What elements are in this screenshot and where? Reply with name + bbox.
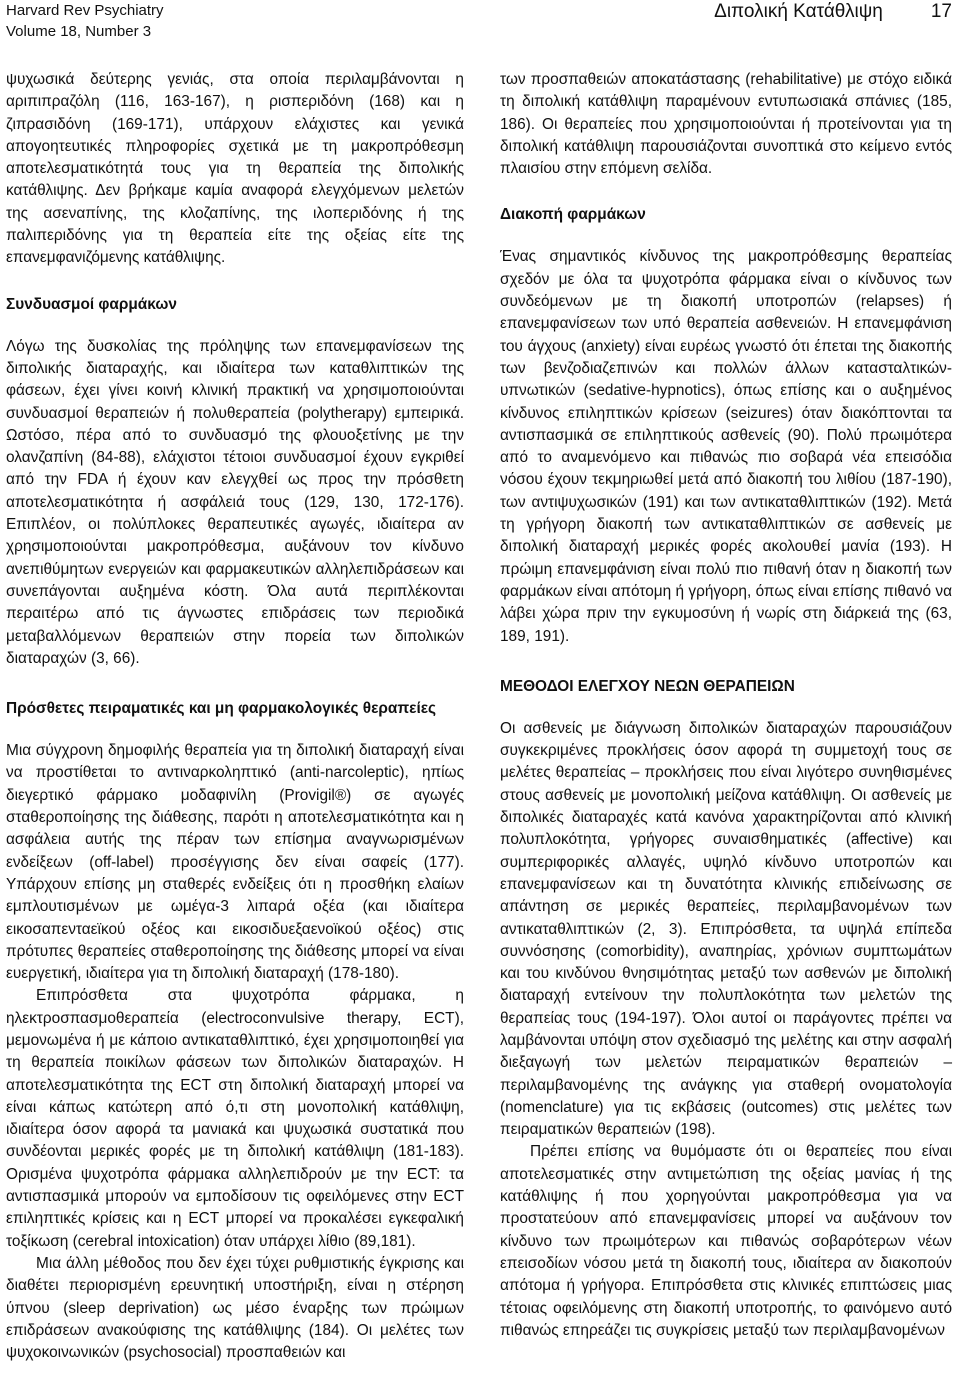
page-header-right [714, 0, 952, 24]
section-heading-discontinuation: Διακοπή φαρμάκων [500, 206, 646, 224]
paragraph: Λόγω της δυσκολίας της πρόληψης των επανεμφανίσεων της διπολικής διαταραχής, και ιδιαίτερα των καταθλιπτικών της φάσεων, έχει γίνει κοινή κλινική πρακτική να χρησιμοποιούνται συνδυασμοί θεραπειών ή πολυθεραπεία (polytherapy) εμπειρικά. Ωστόσο, πέρα από το συνδυασμό της φλουοξετίνης με την ολανζαπίνη (84-88), ελάχιστοι τέτοιοι συνδυασμοί έχουν εγκριθεί από την FDA ή έχουν καν ελεγχθεί ως προς την πρόσθετη αποτελεσματικότητα ή ασφάλειά τους (129, 130, 172-176). Επιπλέον, οι πολύπλοκες θεραπευτικές αγωγές, ιδιαίτερα αν χρησιμοποιούνται μακροπρόθεσμα, αυξάνουν τον κίνδυνο ανεπιθύμητων ενεργειών και φαρμακευτικών αλληλεπιδράσεων και συνεπάγονται αυξημένα κόστη. Όλα αυτά περιπλέκονται περαιτέρω από τις άγνωστες επιδράσεις των περιοδικά μεταβαλλόμενων θεραπειών στην πορεία των διπολικών διαταραχών (3, 66). [6, 337, 464, 667]
paragraph: Ένας σημαντικός κίνδυνος της μακροπρόθεσμης θεραπείας σχεδόν με όλα τα ψυχοτρόπα φάρμακα είναι ο κίνδυνος των συνδεόμενων με τη διακοπή υποτροπών (relapses) ή επανεμφανίσεων των υπό θεραπεία ασθενειών. Η επανεμφάνιση του άγχους (anxiety) είναι ευρέως γνωστό ότι έπεται της διακοπής των βενζοδιαζεπινών και πολλών άλλων κατασταλτικών-υπνωτικών (sedative-hypnotics), όπως επίσης και ο αυξημένος κίνδυνος επιληπτικών κρίσεων (seizures) όταν διακόπτονται τα αντισπασμικά σε επιληπτικούς ασθενείς (90). Πολύ πρωιμότερα από το αναμενόμενο και πιθανώς πιο σοβαρά νέα επεισόδια νόσου έχουν τεκμηριωθεί μετά από διακοπή του λιθίου (187-190), των αντιψυχωσικών (191) και των αντικαταθλιπτικών (192). Μετά τη γρήγορη διακοπή των αντικαταθλιπτικών σε ασθενείς με διπολική διαταραχή μερικές φορές ακολουθεί μανία (193). Η πρώιμη επανεμφάνιση είναι πολύ πιο πιθανή όταν η διακοπή των φαρμάκων είναι απότομη ή γρήγορη, όπως είναι επίσης πιθανό να λάβει χώρα πριν την εγκυμοσύνη ή νωρίς στη διάρκειά της (63, 189, 191). [500, 248, 952, 645]
paragraph: Επιπρόσθετα στα ψυχοτρόπα φάρμακα, η ηλεκτροσπασμοθεραπεία (electroconvulsive therapy, ECT), μεμονωμένα ή με κάποιο αντικαταθλιπτικό, έχει χρησιμοποιηθεί για τη θεραπεία ποικίλων φάσεων των διπολικών διαταραχών. Η αποτελεσματικότητα της ECT στη διπολική διαταραχή μπορεί να είναι κάπως κατώτερη από ό,τι στη μονοπολική κατάθλιψη, ιδιαίτερα όσον αφορά τα μανιακά και ψυχωσικά συστατικά που συνδέονται μερικές φορές με τη διπολική κατάθλιψη (181-183). Ορισμένα ψυχοτρόπα φάρμακα αλληλεπιδρούν με την ECT: τα αντισπασμικά μπορούν να εμποδίσουν τις οφειλόμενες στην ECT επιληπτικές κρίσεις και η ECT μπορεί να προκαλέσει εγκεφαλική τοξίκωση (cerebral intoxication) όταν υπάρχει λίθιο (89,181). [6, 987, 464, 1250]
running-title: Διπολική Κατάθλιψη [714, 1, 883, 22]
volume-info: Volume 18, Number 3 [6, 23, 152, 40]
left-column [6, 69, 464, 1364]
paragraph: Οι ασθενείς με διάγνωση διπολικών διαταραχών παρουσιάζουν συγκεκριμένες προκλήσεις όσον αφορά τη συμμετοχή τους σε μελέτες θεραπείας – προκλήσεις που είναι λιγότερο συνηθισμένες στους ασθενείς με μονοπολική μείζονα κατάθλιψη. Οι ασθενείς με διπολικές διαταραχές κατά κανόνα χαρακτηρίζονται από κλινική πολυπλοκότητα, γρήγορες συναισθηματικές (affective) και συμπεριφορικές αλλαγές, υψηλό κίνδυνο υποτροπών και επανεμφανίσεων και τη δυνατότητα κλινικής επιδείνωσης σε απάντηση σε μερικές θεραπείες, περιλαμβανομένων των αντικαταθλιπτικών (2, 3). Επιπρόσθετα, τα υψηλά επίπεδα συννόσησης (comorbidity), αναπηρίας, χρόνιων συμπτωμάτων και του κινδύνου θνησιμότητας μεταξύ των ασθενών με διπολική διαταραχή εντείνουν την πολυπλοκότητα των μελετών της θεραπείας τους (194-197). Όλοι αυτοί οι παράγοντες πρέπει να λαμβάνονται υπόψη στον σχεδιασμό της μελέτης και στην ασφαλή διεξαγωγή των μελετών πειραματικών θεραπειών – περιλαμβανομένης της ανάγκης για σταθερή ονοματολογία (nomenclature) για τις εκβάσεις (outcomes) στις μελέτες των πειραματικών θεραπειών (198). [500, 719, 952, 1139]
journal-header [6, 0, 164, 42]
section-heading-methods: ΜΕΘΟΔΟΙ ΕΛΕΓΧΟΥ ΝΕΩΝ ΘΕΡΑΠΕΙΩΝ [500, 677, 795, 695]
paragraph: Μια άλλη μέθοδος που δεν έχει τύχει ρυθμιστικής έγκρισης και διαθέτει περιορισμένη ερευνητική υποστήριξη, είναι η στέρηση ύπνου (sleep deprivation) ως μέσο έναρξης των πρώιμων επιδράσεων ανακούφισης της κατάθλιψης (184). Οι μελέτες των ψυχοκοινωνικών (psychosocial) προσπαθειών και [6, 1254, 464, 1362]
journal-name: Harvard Rev Psychiatry [6, 2, 164, 19]
paragraph: των προσπαθειών αποκατάστασης (rehabilitative) με στόχο ειδικά τη διπολική κατάθλιψη παραμένουν εντυπωσιακά σπάνιες (185, 186). Οι θεραπείες που χρησιμοποιούνται ή προτείνονται για τη διπολική κατάθλιψη παρουσιάζονται συνοπτικά στο κείμενο εντός πλαισίου στην επόμενη σελίδα. [500, 71, 952, 178]
right-column [500, 69, 952, 1342]
section-heading-additional-therapies: Πρόσθετες πειραματικές και μη φαρμακολογικές θεραπείες [6, 700, 437, 718]
paragraph: Πρέπει επίσης να θυμόμαστε ότι οι θεραπείες που είναι αποτελεσματικές στην αντιμετώπιση της οξείας μανίας ή της κατάθλιψης ή που χορηγούνται μακροπρόθεσμα για να προστατεύουν από επανεμφανίσεις μπορεί να αυξάνουν τον κίνδυνο των πρωιμότερων και πιθανώς σοβαρότερων νέων επεισοδίων νόσου μετά τη διακοπή τους, ιδιαίτερα αν διακοπούν απότομα ή γρήγορα. Επιπρόσθετα στις κλινικές επιπτώσεις μιας τέτοιας οφειλόμενης στη διακοπή υποτροπής, το φαινόμενο αυτό πιθανώς επηρεάζει τις συγκρίσεις μεταξύ των περιλαμβανομένων [500, 1143, 952, 1339]
paragraph: Μια σύγχρονη δημοφιλής θεραπεία για τη διπολική διαταραχή είναι να προστίθεται το αντιναρκοληπτικό (anti-narcoleptic), ηπίως διεγερτικό φάρμακο μοδαφινίλη (Provigil®) σε αγωγές σταθεροποίησης της διάθεσης, παρότι η αποτελεσματικότητα και η ασφάλεια αυτής της πέραν των επίσημα αναγνωρισμένων ενδείξεων (off-label) προσέγγισης δεν είναι σαφείς (177). Υπάρχουν επίσης μη σταθερές ενδείξεις ότι η προσθήκη ελαίων εμπλουτισμένων με ωμέγα-3 λιπαρά οξέα (και ιδιαίτερα εικοσαπενταεϊκού οξέος και εικοσιδυεξαενοϊκού οξέος) στις πρότυπες θεραπείες σταθεροποίησης της διάθεσης μπορεί να είναι ευεργετική, ιδιαίτερα για τη διπολική διαταραχή (178-180). [6, 742, 464, 983]
page-number: 17 [930, 1, 952, 22]
section-heading-combinations: Συνδυασμοί φαρμάκων [6, 295, 177, 313]
paragraph: ψυχωσικά δεύτερης γενιάς, στα οποία περιλαμβάνονται η αριπιπραζόλη (116, 163-167), η ρισπεριδόνη (168) και η ζιπρασιδόνη (169-171), υπάρχουν ελάχιστες και γενικά απογοητευτικές πληροφορίες σχετικά με τη μακροπρόθεσμη αποτελεσματικότητά τους για τη θεραπεία της διπολικής κατάθλιψης. Δεν βρήκαμε καμία αναφορά ελεγχόμενων μελετών της ασεναπίνης, της κλοζαπίνης, της ιλοπεριδόνης ή της παλιπεριδόνης για τη θεραπεία είτε της οξείας είτε της επανεμφανιζόμενης κατάθλιψης. [6, 71, 464, 267]
